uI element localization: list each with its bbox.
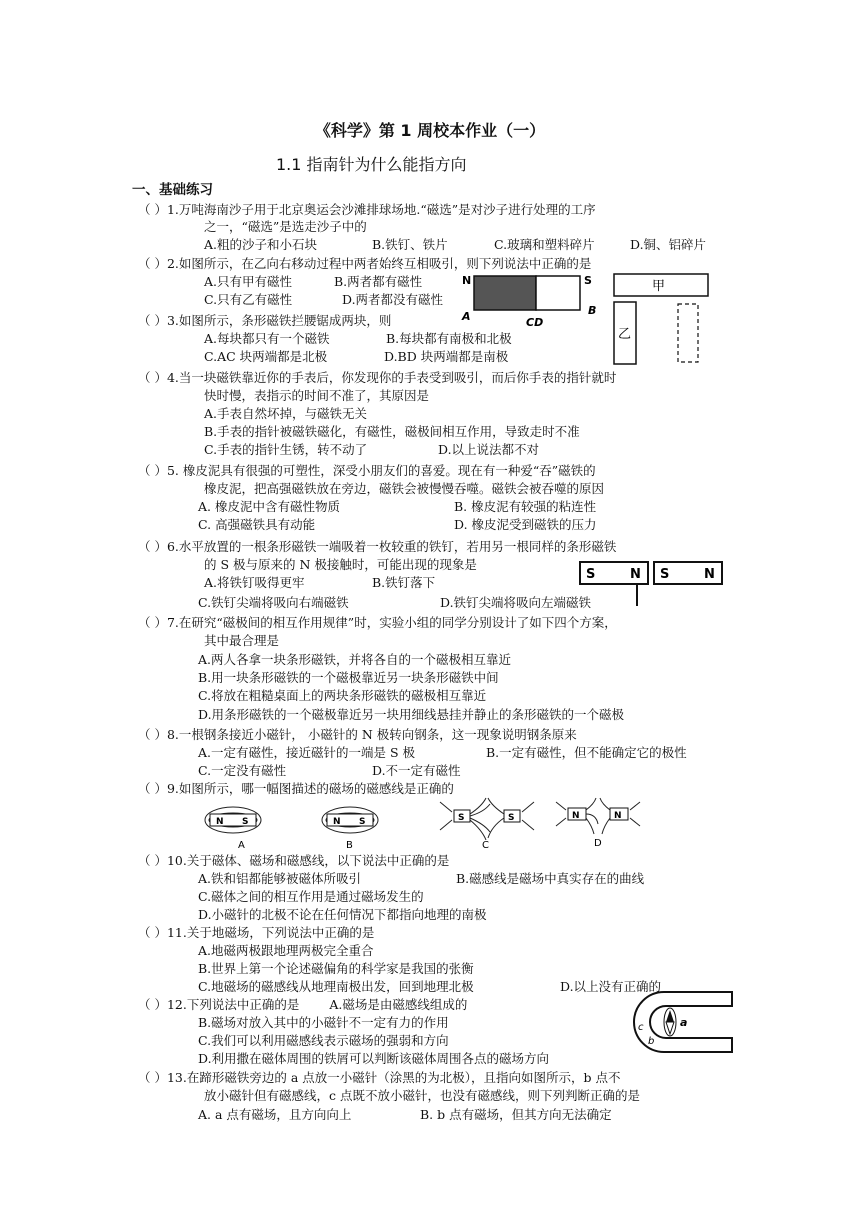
q6-option-b: B.铁钉落下: [372, 575, 436, 590]
q10-option-a: A.铁和铝都能够被磁体所吸引: [198, 871, 362, 886]
q6-option-c: C.铁钉尖端将吸向右端磁铁: [198, 595, 349, 610]
q10-option-d: D.小磁针的北极不论在任何情况下都指向地理的南极: [198, 907, 487, 922]
answer-paren: （ ）: [138, 615, 167, 630]
q4-option-d: D.以上说法都不对: [438, 442, 540, 457]
label-b: b: [648, 1036, 655, 1047]
q6-option-a: A.将铁钉吸得更牢: [204, 575, 305, 590]
q3-option-c: C.AC 块两端都是北极: [204, 349, 328, 364]
question-13: （ ）13.在蹄形磁铁旁边的 a 点放一小磁针（涂黑的为北极），且指向如图所示，b 点不: [138, 1070, 621, 1085]
figure-bar-magnet-cut: [460, 270, 600, 328]
q10-option-c: C.磁体之间的相互作用是通过磁场发生的: [198, 889, 424, 904]
answer-paren: （ ）: [138, 463, 167, 478]
q4-option-c: C.手表的指针生锈，转不动了: [204, 442, 368, 457]
q11-option-a: A.地磁两极跟地理两极完全重合: [198, 943, 374, 958]
label-n: N: [462, 274, 472, 287]
figure-field-lines-options: [200, 796, 660, 852]
q8-option-d: D.不一定有磁性: [372, 763, 461, 778]
label-option-b: B: [346, 840, 353, 851]
q2-option-c: C.只有乙有磁性: [204, 292, 293, 307]
q12-option-b: B.磁场对放入其中的小磁针不一定有力的作用: [198, 1015, 449, 1030]
magnet-yi-moved-dashed: [678, 304, 698, 362]
figure-horseshoe-magnet: [624, 990, 734, 1054]
label-s: S: [242, 817, 249, 827]
field-option-a: [205, 807, 261, 851]
q1-option-a: A.粗的沙子和小石块: [204, 237, 318, 252]
q8-option-a: A.一定有磁性，接近磁针的一端是 S 极: [198, 745, 416, 760]
field-option-c: [440, 798, 534, 851]
magnet-light-half: [536, 276, 580, 310]
q8-option-b: B.一定有磁性，但不能确定它的极性: [486, 745, 687, 760]
q8-option-c: C.一定没有磁性: [198, 763, 287, 778]
q3-option-b: B.每块都有南极和北极: [386, 331, 512, 346]
q1-option-c: C.玻璃和塑料碎片: [494, 237, 595, 252]
label-n-left: N: [630, 567, 641, 582]
answer-paren: （ ）: [138, 1070, 167, 1085]
label-b: B: [588, 304, 597, 317]
label-n: N: [216, 817, 224, 827]
question-2: （ ）2.如图所示，在乙向右移动过程中两者始终互相吸引，则下列说法中正确的是: [138, 256, 592, 271]
q5-option-b: B. 橡皮泥有较强的粘连性: [454, 499, 597, 514]
label-s: S: [458, 813, 465, 823]
label-n: N: [333, 817, 341, 827]
answer-paren: （ ）: [138, 539, 167, 554]
answer-paren: （ ）: [138, 781, 167, 796]
q12-option-d: D.利用撒在磁体周围的铁屑可以判断该磁体周围各点的磁场方向: [198, 1051, 550, 1066]
q2-option-b: B.两者都有磁性: [334, 274, 423, 289]
question-8: （ ）8.一根钢条接近小磁针， 小磁针的 N 极转向钢条，这一现象说明钢条原来: [138, 727, 577, 742]
answer-paren: （ ）: [138, 202, 167, 217]
question-7: （ ）7.在研究“磁极间的相互作用规律”时，实验小组的同学分别设计了如下四个方案，: [138, 615, 617, 630]
q7-option-d: D.用条形磁铁的一个磁极靠近另一块用细线悬挂并静止的条形磁铁的一个磁极: [198, 707, 625, 722]
answer-paren: （ ）: [138, 370, 167, 385]
q1-option-d: D.铜、铝碎片: [630, 237, 707, 252]
q11-option-b: B.世界上第一个论述磁偏角的科学家是我国的张衡: [198, 961, 474, 976]
q5-option-c: C. 高强磁铁具有动能: [198, 517, 316, 532]
q12-option-a: A.磁场是由磁感线组成的: [329, 997, 468, 1012]
q1-option-b: B.铁钉、铁片: [372, 237, 448, 252]
label-s: S: [359, 817, 366, 827]
q2-option-d: D.两者都没有磁性: [342, 292, 444, 307]
q5-option-a: A. 橡皮泥中含有磁性物质: [198, 499, 340, 514]
question-1: （ ）1.万吨海南沙子用于北京奥运会沙滩排球场地.“磁选”是对沙子进行处理的工序: [138, 202, 596, 217]
q4-option-a: A.手表自然坏掉，与磁铁无关: [204, 406, 368, 421]
label-n: N: [614, 811, 622, 821]
q7-option-c: C.将放在粗糙桌面上的两块条形磁铁的磁极相互靠近: [198, 688, 487, 703]
question-5-line-2: 橡皮泥，把高强磁铁放在旁边，磁铁会被慢慢吞噬。磁铁会被吞噬的原因: [204, 481, 605, 496]
label-s-right: S: [660, 567, 670, 582]
q6-option-d: D.铁钉尖端将吸向左端磁铁: [440, 595, 592, 610]
label-c: c: [638, 1022, 644, 1033]
field-option-d: [556, 798, 640, 849]
label-yi: 乙: [618, 327, 632, 342]
question-11: （ ）11.关于地磁场，下列说法中正确的是: [138, 925, 375, 940]
q5-option-d: D. 橡皮泥受到磁铁的压力: [454, 517, 597, 532]
lesson-subtitle: 1.1 指南针为什么能指方向: [276, 155, 467, 174]
q13-option-b: B. b 点有磁场，但其方向无法确定: [420, 1107, 612, 1122]
answer-paren: （ ）: [138, 853, 167, 868]
question-6: （ ）6.水平放置的一根条形磁铁一端吸着一枚较重的铁钉，若用另一根同样的条形磁铁: [138, 539, 617, 554]
question-1-line-2: 之一，“磁选”是选走沙子中的: [204, 219, 367, 234]
q10-option-b: B.磁感线是磁场中真实存在的曲线: [456, 871, 645, 886]
question-6-line-2: 的 S 极与原来的 N 极接触时，可能出现的现象是: [204, 557, 477, 572]
label-s: S: [584, 274, 592, 287]
answer-paren: （ ）: [138, 925, 167, 940]
magnet-dark-half: [474, 276, 536, 310]
worksheet-title: 《科学》第 1 周校本作业（一）: [314, 121, 546, 140]
label-option-d: D: [594, 838, 602, 849]
figure-jia-yi-magnets: [610, 272, 714, 368]
q3-option-d: D.BD 块两端都是南极: [384, 349, 509, 364]
question-12: （ ）12.下列说法中正确的是 A.磁场是由磁感线组成的: [138, 997, 468, 1012]
q3-option-a: A.每块都只有一个磁铁: [204, 331, 330, 346]
q11-option-d: D.以上没有正确的: [560, 979, 662, 994]
q12-option-c: C.我们可以利用磁感线表示磁场的强弱和方向: [198, 1033, 449, 1048]
label-option-c: C: [482, 840, 489, 851]
label-jia: 甲: [652, 279, 666, 294]
label-a: a: [680, 1016, 688, 1029]
label-n-right: N: [704, 567, 715, 582]
question-4: （ ）4.当一块磁铁靠近你的手表后，你发现你的手表受到吸引，而后你手表的指针就时: [138, 370, 617, 385]
answer-paren: （ ）: [138, 313, 167, 328]
answer-paren: （ ）: [138, 256, 167, 271]
q2-option-a: A.只有甲有磁性: [204, 274, 293, 289]
q7-option-b: B.用一块条形磁铁的一个磁极靠近另一块条形磁铁中间: [198, 670, 499, 685]
answer-paren: （ ）: [138, 997, 167, 1012]
label-s-left: S: [586, 567, 596, 582]
q11-option-c: C.地磁场的磁感线从地理南极出发，回到地理北极: [198, 979, 474, 994]
label-n: N: [572, 811, 580, 821]
question-10: （ ）10.关于磁体、磁场和磁感线，以下说法中正确的是: [138, 853, 450, 868]
figure-two-bar-magnets-nail: [578, 558, 724, 608]
question-7-line-2: 其中最合理是: [204, 633, 280, 648]
section-heading: 一、基础练习: [132, 182, 213, 198]
q13-option-a: A. a 点有磁场，且方向向上: [198, 1107, 352, 1122]
label-cd: CD: [526, 316, 544, 328]
answer-paren: （ ）: [138, 727, 167, 742]
label-option-a: A: [238, 840, 245, 851]
question-3: （ ）3.如图所示，条形磁铁拦腰锯成两块，则: [138, 313, 392, 328]
field-option-b: [322, 807, 378, 851]
question-5: （ ）5. 橡皮泥具有很强的可塑性，深受小朋友们的喜爱。现在有一种爱“吞”磁铁的: [138, 463, 596, 478]
question-9: （ ）9.如图所示，哪一幅图描述的磁场的磁感线是正确的: [138, 781, 454, 796]
question-13-line-2: 放小磁针但有磁感线，c 点既不放小磁针，也没有磁感线，则下列判断正确的是: [204, 1088, 640, 1103]
q4-option-b: B.手表的指针被磁铁磁化，有磁性，磁极间相互作用，导致走时不准: [204, 424, 580, 439]
label-a: A: [462, 310, 471, 323]
q7-option-a: A.两人各拿一块条形磁铁，并将各自的一个磁极相互靠近: [198, 652, 512, 667]
label-s: S: [508, 813, 515, 823]
question-4-line-2: 快时慢，表指示的时间不准了，其原因是: [204, 388, 430, 403]
